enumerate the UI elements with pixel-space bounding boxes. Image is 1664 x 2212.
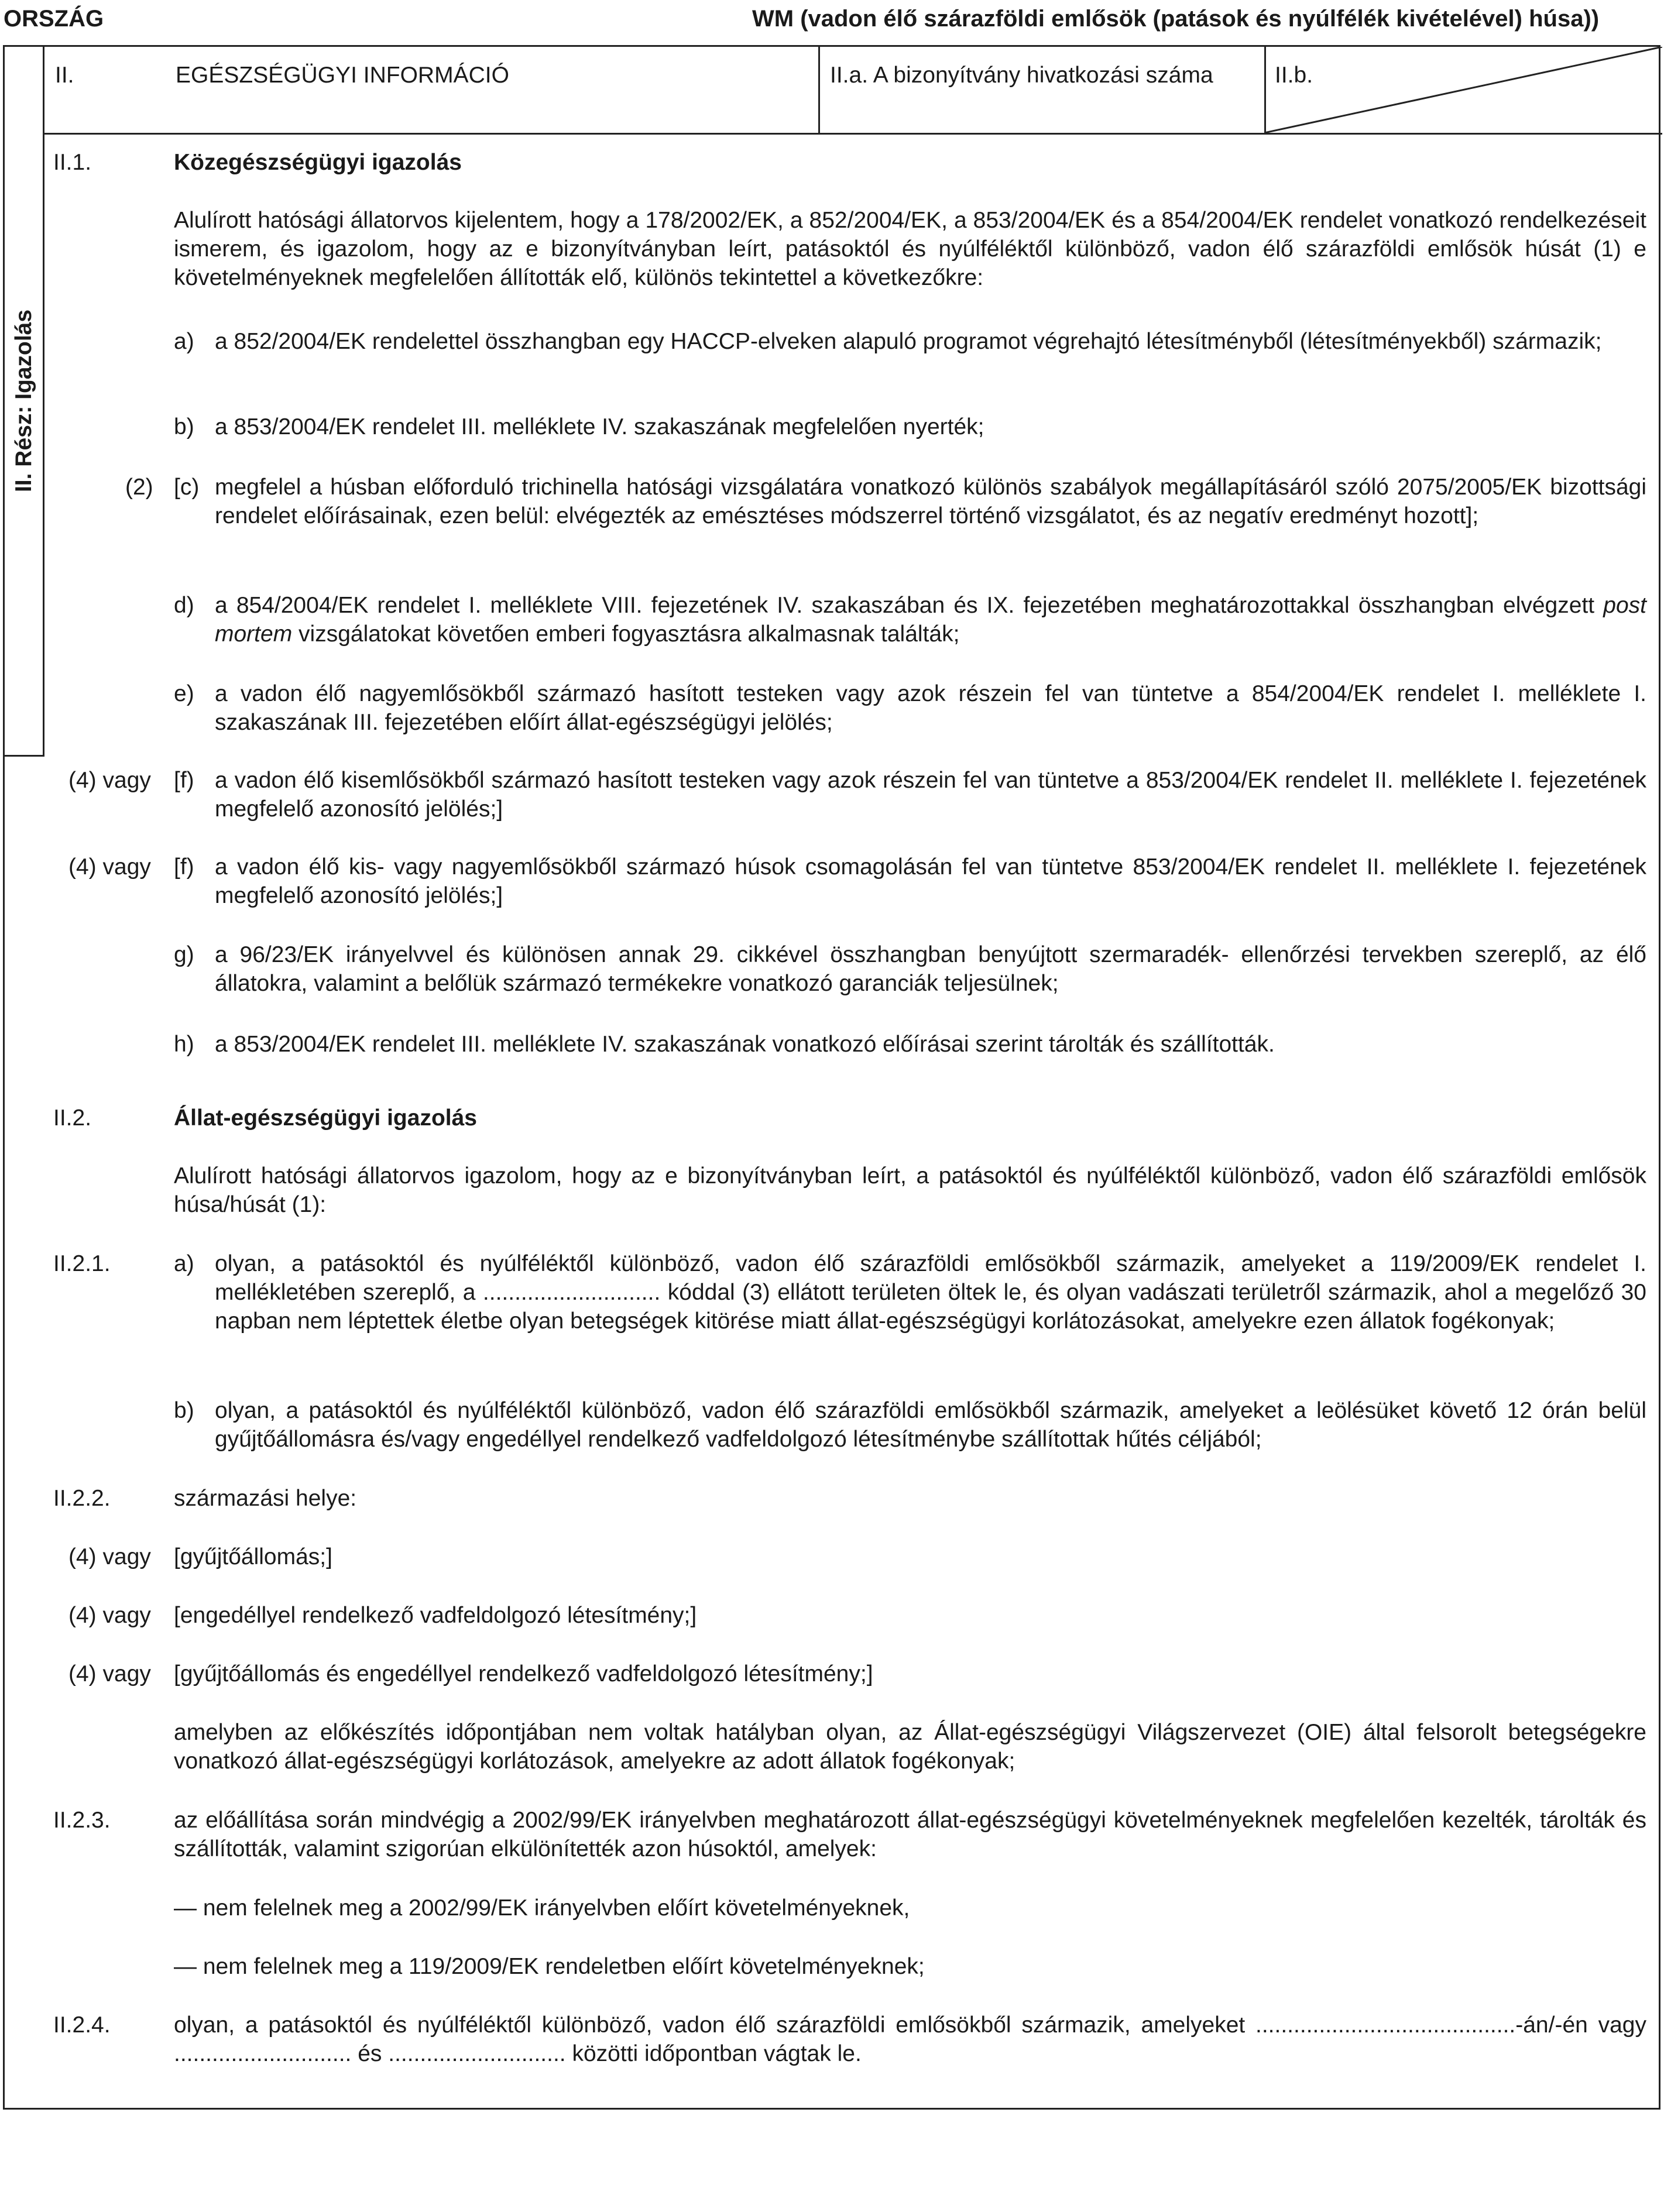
- s1-e-text: a vadon élő nagyemlősökből származó hasított testeken vagy azok részein fel van tüntetve a 854/2004/EK rendelet I. melléklete I. szakaszának III. fejezetében előírt állat-egészségügyi jelölés;: [215, 681, 1646, 735]
- s2-2-num: II.2.2.: [53, 1486, 111, 1511]
- s2-2-o2-note: (4) vagy: [68, 1603, 151, 1628]
- s1-c-text: megfelel a húsban előforduló trichinella hatósági vizsgálatára vonatkozó különös szabályok megállapításáról szóló 2075/2005/EK bizottsági rendelet előírásainak, ezen belül: elvégezték az emésztéses módszerrel történő vizsgálatot, és az negatív eredményt hozott];: [215, 475, 1646, 528]
- s1-intro: Alulírott hatósági állatorvos kijelentem, hogy a 178/2002/EK, a 852/2004/EK, a 853/2004/EK és a 854/2004/EK rendelet vonatkozó rendelkezéseit ismerem, és igazolom, hogy az e bizonyítványban leírt, patásoktól és nyúlféléktől különböző, vadon élő szárazföldi emlősök húsát (1) e követelményeknek megfelelően állították elő, különös tekintettel a következőkre:: [174, 208, 1646, 290]
- s2-intro: Alulírott hatósági állatorvos igazolom, hogy az e bizonyítványban leírt, a patásoktól és nyúlféléktől különböző, vadon élő szárazföldi emlősök húsa/húsát (1):: [174, 1163, 1646, 1217]
- s2-2-o3-note: (4) vagy: [68, 1661, 151, 1687]
- s2-title: Állat-egészségügyi igazolás: [174, 1105, 477, 1131]
- s1-b-letter: b): [174, 414, 194, 439]
- side-label-box: [5, 47, 44, 757]
- s1-a-letter: a): [174, 329, 194, 354]
- s1-d-part1: a 854/2004/EK rendelet I. melléklete VIII. fejezetének IV. szakaszában és IX. fejezetében meghatározottakkal összhangban elvégzett: [215, 593, 1595, 618]
- s2-2-o1-note: (4) vagy: [68, 1544, 151, 1569]
- s2-1-a-text: olyan, a patásoktól és nyúlféléktől különböző, vadon élő szárazföldi emlősökből származik, amelyeket a 119/2009/EK rendelet I. mellékletében szereplő, a ............................ kóddal (3) ellátott területen öltek le, és olyan vadászati területről származik, ahol a megelőző 30 napban nem léptettek életbe olyan betegségek kitörése miatt állat-egészségügyi korlátozásokat, amelyekre ezen állatok fogékonyak;: [215, 1251, 1646, 1334]
- header-country: ORSZÁG: [4, 6, 104, 32]
- s1-c-letter: [c): [174, 475, 200, 500]
- s2-1-a-letter: a): [174, 1251, 194, 1276]
- side-label: II. Rész: Igazolás: [11, 309, 36, 493]
- s1-c-note: (2): [125, 475, 153, 500]
- s2-2-o2: [engedéllyel rendelkező vadfeldolgozó létesítmény;]: [174, 1603, 697, 1628]
- s1-g-letter: g): [174, 942, 194, 967]
- s1-a-text: a 852/2004/EK rendelettel összhangban egy HACCP-elveken alapuló programot végrehajtó létesítményből (létesítményekből) származik;: [215, 329, 1602, 354]
- th-col1: II.: [55, 63, 74, 88]
- s1-num: II.1.: [53, 150, 92, 175]
- s1-d-text: [215, 591, 1646, 648]
- s2-2-o1: [gyűjtőállomás;]: [174, 1544, 332, 1569]
- s2-1-b-letter: b): [174, 1398, 194, 1423]
- s1-g-text: a 96/23/EK irányelvvel és különösen annak 29. cikkével összhangban benyújtott szermaradék- ellenőrzési tervekben szereplő, az élő állatokra, valamint a belőlük származó termékekre vonatkozó garanciák teljesülnek;: [215, 942, 1646, 996]
- s1-e-letter: e): [174, 681, 194, 706]
- s2-3-dash2: — nem felelnek meg a 119/2009/EK rendeletben előírt követelményeknek;: [174, 1954, 925, 1979]
- s2-1-b-text: olyan, a patásoktól és nyúlféléktől különböző, vadon élő szárazföldi emlősökből származik, amelyeket a leölésüket követő 12 órán belül gyűjtőállomásra és/vagy engedéllyel rendelkező vadfeldolgozó létesítménybe szállítottak hűtés céljából;: [215, 1398, 1646, 1452]
- th-col2: EGÉSZSÉGÜGYI INFORMÁCIÓ: [176, 63, 509, 88]
- s1-f1-text: a vadon élő kisemlősökből származó hasított testeken vagy azok részein fel van tüntetve a 853/2004/EK rendelet II. melléklete I. fejezetének megfelelő azonosító jelölés;]: [215, 768, 1646, 822]
- s2-2-o3: [gyűjtőállomás és engedéllyel rendelkező vadfeldolgozó létesítmény;]: [174, 1661, 873, 1687]
- s2-3-num: II.2.3.: [53, 1808, 111, 1833]
- s1-h-text: a 853/2004/EK rendelet III. melléklete IV. szakaszának vonatkozó előírásai szerint tárolták és szállították.: [215, 1032, 1275, 1057]
- s1-f2-text: a vadon élő kis- vagy nagyemlősökből származó húsok csomagolásán fel van tüntetve 853/2004/EK rendelet II. melléklete I. fejezetének megfelelő azonosító jelölés;]: [215, 854, 1646, 908]
- s1-f2-letter: [f): [174, 854, 194, 880]
- s2-num: II.2.: [53, 1105, 92, 1131]
- s1-f1-note: (4) vagy: [68, 768, 151, 793]
- s2-4-text: olyan, a patásoktól és nyúlféléktől különböző, vadon élő szárazföldi emlősökből származik, amelyeket .........................................-án/-én vagy ............................ és ............................ közötti időpontban vágtak le.: [174, 2012, 1646, 2066]
- s2-3-text: az előállítása során mindvégig a 2002/99/EK irányelvben meghatározott állat-egészségügyi követelményeknek megfelelően kezelték, tárolták és szállították, valamint szigorúan elkülönítették azon húsoktól, amelyek:: [174, 1808, 1646, 1861]
- s1-d-italic: post mortem: [215, 593, 1646, 647]
- s2-3-dash1: — nem felelnek meg a 2002/99/EK irányelvben előírt követelményeknek,: [174, 1895, 910, 1921]
- s2-2-origin-tail: amelyben az előkészítés időpontjában nem voltak hatályban olyan, az Állat-egészségügyi Világszervezet (OIE) által felsorolt betegségekre vonatkozó állat-egészségügyi korlátozások, amelyekre az adott állatok fogékonyak;: [174, 1720, 1646, 1774]
- s1-d-letter: d): [174, 593, 194, 618]
- s1-h-letter: h): [174, 1032, 194, 1057]
- s2-2-origin: származási helye:: [174, 1486, 357, 1511]
- th-col3: II.a. A bizonyítvány hivatkozási száma: [830, 63, 1213, 88]
- s1-f1-letter: [f): [174, 768, 194, 793]
- th-col4: II.b.: [1275, 63, 1313, 88]
- header-title: WM (vadon élő szárazföldi emlősök (patások és nyúlfélék kivételével) húsa)): [752, 6, 1600, 32]
- s1-f2-note: (4) vagy: [68, 854, 151, 880]
- empty-cell-diagonal: [1264, 47, 1662, 133]
- s2-1-num: II.2.1.: [53, 1251, 111, 1276]
- s2-4-num: II.2.4.: [53, 2012, 111, 2038]
- s1-b-text: a 853/2004/EK rendelet III. melléklete IV. szakaszának megfelelően nyerték;: [215, 414, 984, 439]
- s1-title: Közegészségügyi igazolás: [174, 150, 462, 175]
- s1-d-part2: vizsgálatokat követően emberi fogyasztásra alkalmasnak találták;: [299, 621, 960, 647]
